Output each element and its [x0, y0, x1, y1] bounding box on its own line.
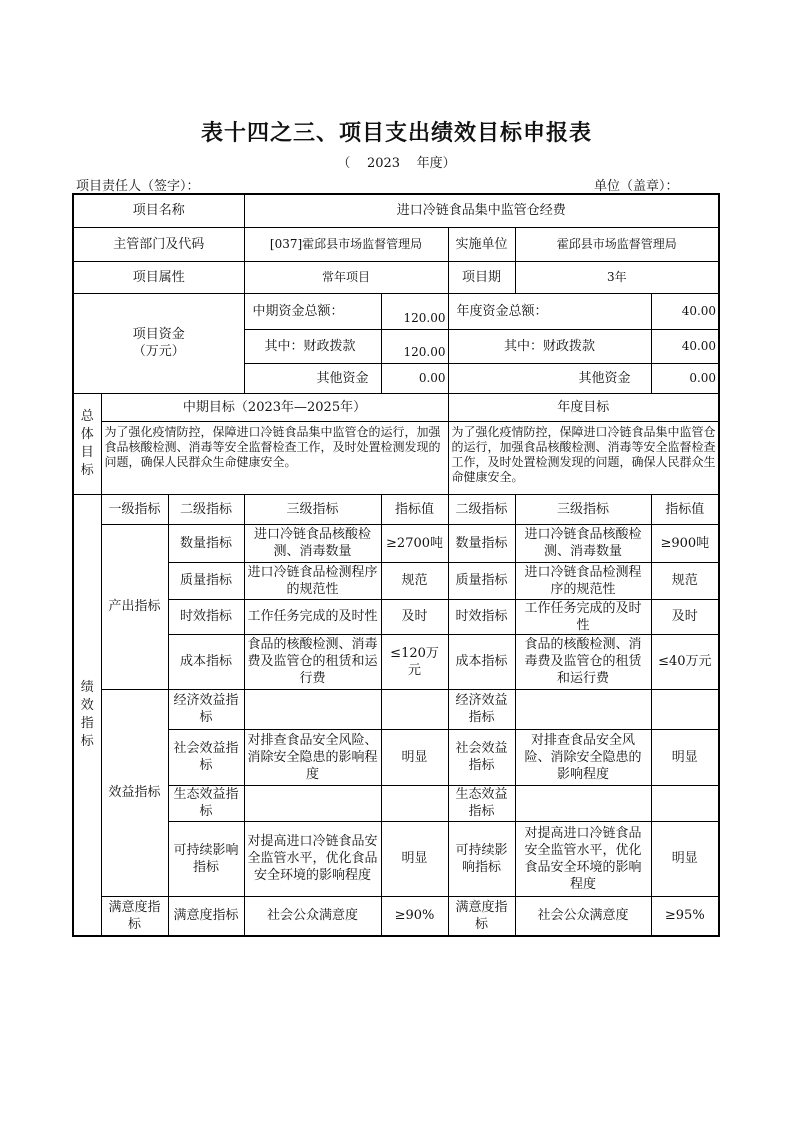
cell-l2: 经济效益指标 — [168, 689, 244, 729]
year-line: （ 2023 年度） — [337, 156, 456, 171]
perf-label-text: 绩效指标 — [80, 679, 94, 749]
table-row — [73, 599, 719, 634]
table-row — [73, 785, 719, 821]
overall-label — [73, 393, 101, 494]
funds-label — [73, 293, 244, 393]
year-other-label: 其他资金 — [448, 363, 651, 393]
cell-year-value — [651, 785, 719, 821]
cell-year-value: ≥95% — [651, 896, 719, 936]
output-label: 产出指标 — [101, 524, 168, 689]
cell-value: ≥90% — [381, 896, 448, 936]
row-funds-total — [73, 293, 719, 329]
funds-label-line1: 项目资金 — [132, 327, 185, 342]
header-l1: 一级指标 — [101, 494, 168, 524]
attr-label: 项目属性 — [73, 261, 244, 293]
cell-year-l2: 数量指标 — [448, 524, 515, 562]
cell-year-l3: 进口冷链食品检测程序的规范性 — [515, 562, 651, 599]
impl-label: 实施单位 — [448, 227, 515, 261]
year-fiscal-label: 其中：财政拨款 — [448, 329, 651, 363]
project-name-value: 进口冷链食品集中监管仓经费 — [244, 194, 719, 227]
cell-value — [381, 785, 448, 821]
page-title: 表十四之三、项目支出绩效目标申报表 — [200, 120, 592, 146]
year-total-label: 年度资金总额： — [448, 293, 651, 329]
header-year-l2: 二级指标 — [448, 494, 515, 524]
cell-year-l3: 食品的核酸检测、消毒费及监管仓的租赁和运行费 — [515, 634, 651, 689]
funds-label-line2: （万元） — [132, 344, 185, 359]
cell-value: ≤120万元 — [381, 634, 448, 689]
cell-l3 — [244, 689, 381, 729]
cell-year-value: 规范 — [651, 562, 719, 599]
cell-year-l3: 工作任务完成的及时性 — [515, 599, 651, 634]
table-row — [73, 896, 719, 936]
cell-year-l2: 满意度指标 — [448, 896, 515, 936]
cell-year-l2: 可持续影响指标 — [448, 821, 515, 896]
cell-year-l2: 时效指标 — [448, 599, 515, 634]
cell-year-l2: 成本指标 — [448, 634, 515, 689]
year-fiscal-value: 40.00 — [651, 329, 719, 363]
perf-label — [73, 494, 101, 936]
cell-l3: 进口冷链食品核酸检测、消毒数量 — [244, 524, 381, 562]
row-overall-header — [73, 393, 719, 421]
cell-year-l3: 对排查食品安全风险、消除安全隐患的影响程度 — [515, 729, 651, 785]
cell-year-value: 明显 — [651, 821, 719, 896]
cell-year-value: 明显 — [651, 729, 719, 785]
cell-value — [381, 689, 448, 729]
mid-other-value: 0.00 — [381, 363, 448, 393]
header-l3: 三级指标 — [244, 494, 381, 524]
project-name-label: 项目名称 — [73, 194, 244, 227]
header-value: 指标值 — [381, 494, 448, 524]
performance-form-table — [72, 193, 720, 937]
row-perf-header — [73, 494, 719, 524]
row-project-name — [73, 194, 719, 227]
table-row — [73, 689, 719, 729]
year-goal-text: 为了强化疫情防控，保障进口冷链食品集中监管仓的运行，加强食品核酸检测、消毒等安全监督检查工作，及时处置检测发现的问题，确保人民群众生命健康安全。 — [448, 421, 719, 494]
cell-year-l2: 经济效益指标 — [448, 689, 515, 729]
cell-value: 及时 — [381, 599, 448, 634]
cell-l3: 食品的核酸检测、消毒费及监管仓的租赁和运行费 — [244, 634, 381, 689]
cell-l2: 质量指标 — [168, 562, 244, 599]
mid-total-label: 中期资金总额： — [244, 293, 381, 329]
dept-label: 主管部门及代码 — [73, 227, 244, 261]
cell-l2: 可持续影响指标 — [168, 821, 244, 896]
year-goal-header: 年度目标 — [448, 393, 719, 421]
cell-year-l3: 社会公众满意度 — [515, 896, 651, 936]
cell-year-l2: 社会效益指标 — [448, 729, 515, 785]
cell-l3 — [244, 785, 381, 821]
cell-l2: 时效指标 — [168, 599, 244, 634]
satisfaction-label: 满意度指标 — [101, 896, 168, 936]
header-year-value: 指标值 — [651, 494, 719, 524]
cell-l3: 社会公众满意度 — [244, 896, 381, 936]
mid-total-value: 120.00 — [381, 293, 448, 329]
cell-l2: 成本指标 — [168, 634, 244, 689]
cell-l2: 满意度指标 — [168, 896, 244, 936]
benefit-label: 效益指标 — [101, 689, 168, 896]
mid-fiscal-value: 120.00 — [381, 329, 448, 363]
header-year-l3: 三级指标 — [515, 494, 651, 524]
period-label: 项目期 — [448, 261, 515, 293]
unit-label: 单位（盖章）： — [594, 179, 679, 194]
cell-l3: 对排查食品安全风险、消除安全隐患的影响程度 — [244, 729, 381, 785]
attr-value: 常年项目 — [244, 261, 448, 293]
responsible-label: 项目责任人（签字）： — [76, 179, 200, 194]
cell-l3: 对提高进口冷链食品安全监管水平，优化食品安全环境的影响程度 — [244, 821, 381, 896]
cell-year-l3: 进口冷链食品核酸检测、消毒数量 — [515, 524, 651, 562]
mid-other-label: 其他资金 — [244, 363, 381, 393]
cell-value: 明显 — [381, 729, 448, 785]
table-row — [73, 821, 719, 896]
header-l2: 二级指标 — [168, 494, 244, 524]
table-row — [73, 562, 719, 599]
row-attr — [73, 261, 719, 293]
row-dept — [73, 227, 719, 261]
overall-label-text: 总体目标 — [80, 408, 94, 478]
cell-year-l2: 质量指标 — [448, 562, 515, 599]
mid-fiscal-label: 其中：财政拨款 — [244, 329, 381, 363]
cell-year-value: ≥900吨 — [651, 524, 719, 562]
impl-value: 霍邱县市场监督管理局 — [515, 227, 719, 261]
table-row — [73, 729, 719, 785]
cell-year-value — [651, 689, 719, 729]
cell-value: 规范 — [381, 562, 448, 599]
cell-year-l3: 对提高进口冷链食品安全监管水平，优化食品安全环境的影响程度 — [515, 821, 651, 896]
cell-value: 明显 — [381, 821, 448, 896]
cell-l2: 数量指标 — [168, 524, 244, 562]
year-other-value: 0.00 — [651, 363, 719, 393]
cell-value: ≥2700吨 — [381, 524, 448, 562]
dept-value: [037]霍邱县市场监督管理局 — [244, 227, 448, 261]
cell-year-l3 — [515, 785, 651, 821]
cell-year-l2: 生态效益指标 — [448, 785, 515, 821]
mid-goal-header: 中期目标（2023年—2025年） — [101, 393, 448, 421]
cell-year-l3 — [515, 689, 651, 729]
cell-year-value: 及时 — [651, 599, 719, 634]
table-row — [73, 634, 719, 689]
cell-l2: 社会效益指标 — [168, 729, 244, 785]
row-overall-goals — [73, 421, 719, 494]
mid-goal-text: 为了强化疫情防控，保障进口冷链食品集中监管仓的运行，加强食品核酸检测、消毒等安全监督检查工作，及时处置检测发现的问题，确保人民群众生命健康安全。 — [101, 421, 448, 494]
cell-year-value: ≤40万元 — [651, 634, 719, 689]
period-value: 3年 — [515, 261, 719, 293]
cell-l2: 生态效益指标 — [168, 785, 244, 821]
year-total-value: 40.00 — [651, 293, 719, 329]
table-row — [73, 524, 719, 562]
cell-l3: 进口冷链食品检测程序的规范性 — [244, 562, 381, 599]
cell-l3: 工作任务完成的及时性 — [244, 599, 381, 634]
